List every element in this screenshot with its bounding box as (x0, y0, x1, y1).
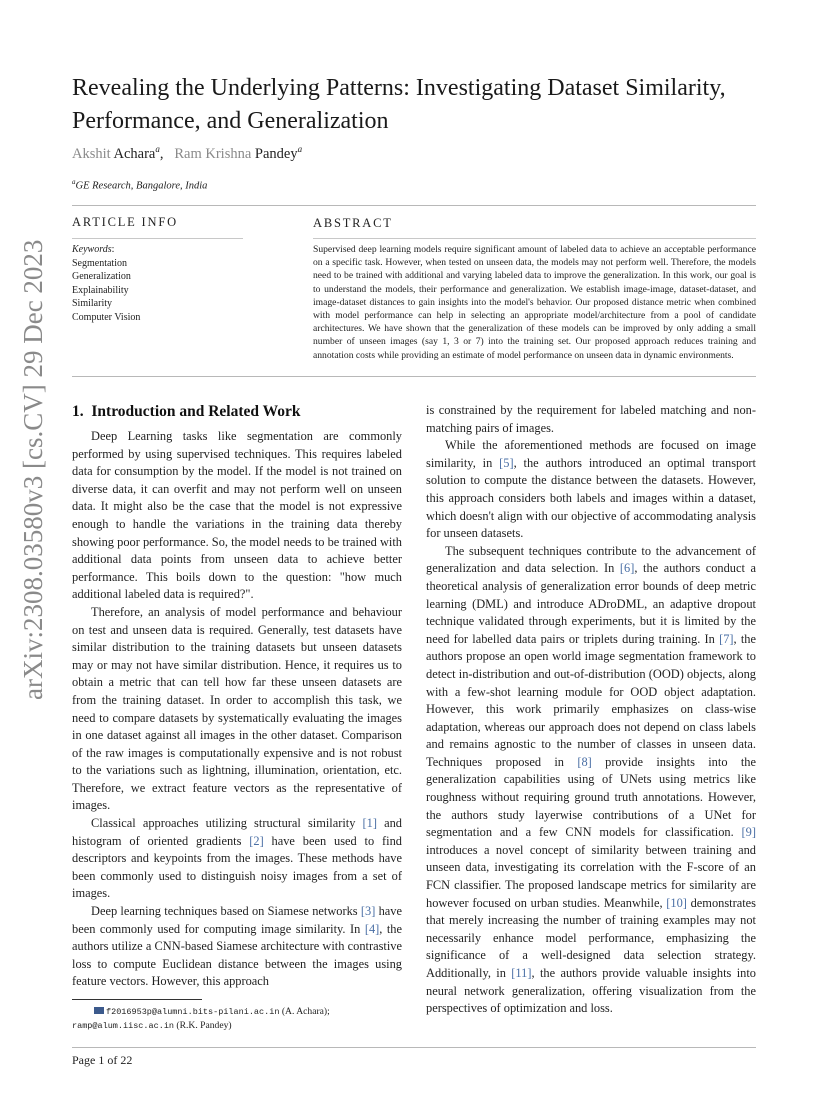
citation-link[interactable]: [6] (619, 561, 635, 576)
author-list: Akshit Achara$^a$, Ram Krishna Pandey$^a$ (72, 144, 303, 162)
paragraph (72, 428, 402, 604)
affiliation (72, 178, 207, 192)
paragraph-text: demonstrates that merely increasing the number of training examples may not necessarily enhance model performance, emphasizing the significance of a well-designed data selection strategy. Additionally, in (426, 895, 756, 980)
paragraph-text: Classical approaches utilizing structural similarity (91, 816, 363, 831)
left-column (72, 428, 402, 991)
keywords-block: Keywords: Segmentation Generalization Explainability Similarity Computer Vision (72, 244, 141, 323)
author-affil-mark: a (297, 144, 303, 154)
citation-link[interactable]: [2] (249, 833, 264, 848)
paragraph-text: Deep Learning tasks like segmentation are commonly performed by using supervised techniques. This requires labeled data for consumption by the model. If the model is not trained on diverse data, it can overfit and may not perform well on unseen data. It might also be the case that the model is not expressive enough to handle the variations in the training data thereby showing poor performance. So, the model needs to be trained with additional data points from unseen data to achieve better performance. This boils down to the question: "how much additional labeled data is required?". (72, 429, 402, 602)
abstract-text: Supervised deep learning models require significant amount of labeled data to achieve an acceptable performance on a specific task. However, when tested on unseen data, the models may not perform well. Therefore, the models need to be trained with additional and varying labeled data to improve the generalization. In this work, our goal is to understand the models, their performance and generalization. We establish image-image, dataset-dataset, and image-dataset distances to gain insights into the model's behavior. Our proposed distance metric when combined with model performance can help in selecting an appropriate model/architecture from a pool of candidate architectures. We have shown that the generalization of these models can be improved by only adding a small number of unseen images (say 1, 3 or 7) into the training set. Our proposed approach reduces training and annotation costs while providing an estimate of model performance on unseen data in dynamic environments. (313, 244, 756, 361)
footnote-name: (R.K. Pandey) (174, 1020, 232, 1031)
section-number: 1. (72, 403, 84, 420)
email-icon (94, 1007, 104, 1014)
keyword: Generalization (72, 271, 131, 282)
author-last-name: Achara (113, 145, 156, 162)
citation-link[interactable]: [5] (499, 455, 514, 470)
keyword: Similarity (72, 298, 112, 309)
right-column (426, 402, 756, 1018)
citation-link[interactable]: [1] (362, 816, 377, 831)
paragraph-text: , the authors provide valuable insights into neural network generalization, offering visualization from the perspectives of optimization and loss. (426, 966, 757, 1016)
section-title: Introduction and Related Work (91, 403, 301, 420)
paper-title: Revealing the Underlying Patterns: Investigating Dataset Similarity, Performance, and Generalization (72, 75, 726, 134)
email-link[interactable]: ramp@alum.iisc.ac.in (72, 1021, 175, 1031)
paragraph-text: is constrained by the requirement for labeled matching and non-matching pairs of images. (426, 403, 756, 435)
footnote-name: (A. Achara); (279, 1006, 330, 1017)
paragraph-text: , the authors propose an open world image segmentation framework to detect in-distribution and out-of-distribution (OOD) objects, along with a few-shot learning module for OOD object adaptation. However, this work primarily emphasizes on class-wise adaptation, whereas our approach does not depend on class labels and remains agnostic to the number of classes in unseen data. Techniques proposed in (426, 631, 756, 769)
paragraph (72, 903, 402, 991)
keywords-label: Keywords (72, 244, 112, 255)
citation-link[interactable]: [9] (741, 825, 756, 840)
section-heading (72, 403, 301, 421)
paragraph (426, 437, 756, 543)
footnote (72, 1005, 330, 1033)
paragraph-text: have been used to find descriptors and keypoints from the images. These methods have been commonly used to distinguish noisy images from a set of images. (72, 833, 402, 901)
citation-link[interactable]: [7] (719, 631, 734, 646)
citation-link[interactable]: [11] (511, 966, 532, 980)
paragraph-text: , the authors introduced an optimal transport solution to compute the distance between the datasets. However, this approach considers both labels and images within a dataset, which doesn't align with our objective of accommodating analysis for unseen datasets. (426, 455, 756, 541)
citation-link[interactable]: [3] (360, 904, 376, 919)
paragraph-text: The subsequent techniques contribute to the advancement of generalization and data selection. In (426, 543, 756, 576)
paragraph-text: , the authors utilize a CNN-based Siamese architecture with contrastive loss to compute Euclidean distance between the images using feature vectors. However, this approach (72, 921, 402, 989)
abstract-heading: ABSTRACT (313, 216, 393, 230)
paragraph-text: provide insights into the generalization capabilities using of UNets using metrics like roughness without requiring ground truth annotations. However, the authors study layerwise contributions of a UNet for segmentation and a few CNN models for classification. (426, 754, 756, 840)
keyword: Segmentation (72, 257, 127, 269)
paragraph-text: and histogram of oriented gradients (72, 816, 402, 848)
citation-link[interactable]: [8] (577, 754, 592, 769)
paragraph-text: Deep learning techniques based on Siamese networks (91, 904, 361, 919)
divider (313, 238, 756, 239)
divider (72, 376, 756, 377)
paragraph-text: have been commonly used for computing image similarity. In (72, 904, 402, 936)
affiliation-mark: a (72, 178, 76, 186)
paragraph-text: , the authors conduct a theoretical analysis of generalization error bounds of deep metric learning (DML) and introduce ADroDML, an adaptive dropout technique validated through experiments, but it is limited by the need for labelled data pairs or triplets during training. In (426, 561, 756, 646)
paragraph-text: While the aforementioned methods are focused on image similarity, in (426, 438, 756, 470)
paragraph-text: introduces a novel concept of similarity between training and unseen data, investigating its correlation with the F-score of an FCN classifier. The proposed landscape metrics for similarity are however focused on urban studies. Meanwhile, (426, 842, 756, 910)
keyword: Computer Vision (72, 311, 141, 323)
divider (72, 1047, 756, 1048)
page-number: Page 1 of 22 (72, 1053, 133, 1067)
footnote-rule (72, 999, 202, 1000)
author-affil-mark: a (155, 144, 160, 154)
affiliation-text: GE Research, Bangalore, India (75, 180, 208, 192)
paragraph (426, 402, 756, 437)
citation-link[interactable]: [4] (364, 921, 380, 936)
paragraph-text: Therefore, an analysis of model performance and behaviour on test and unseen data is required. Generally, test datasets have similar distribution to the training datasets but unseen datasets may or may not have similar distribution. Hence, it requires us to obtain a metric that can tell how far these unseen datasets are from the training dataset. In order to accomplish this task, we need to compare datasets by systematically evaluating the images in one dataset against all images in the other dataset. Comparison of the raw images is computationally expensive and is not robust to the variations such as lightning, illumination, orientation, etc. Therefore, we extract feature vectors as the representative of images. (72, 604, 402, 813)
paragraph (426, 543, 756, 1018)
author-last-name: Pandey (254, 145, 298, 162)
paragraph (72, 815, 402, 903)
paragraph (72, 604, 402, 815)
author-first-name: Akshit (72, 145, 111, 162)
email-link[interactable]: f2016953p@alumni.bits-pilani.ac.in (106, 1007, 280, 1017)
author-first-name: Ram Krishna (174, 145, 252, 162)
divider (72, 238, 243, 239)
arxiv-watermark (8, 239, 48, 710)
citation-link[interactable]: [10] (666, 895, 687, 910)
keyword: Explainability (72, 284, 129, 296)
article-info-heading: ARTICLE INFO (72, 215, 178, 229)
divider (72, 205, 756, 206)
arxiv-id: arXiv:2308.03580v3 [cs.CV] 29 Dec 2023 (18, 239, 48, 700)
